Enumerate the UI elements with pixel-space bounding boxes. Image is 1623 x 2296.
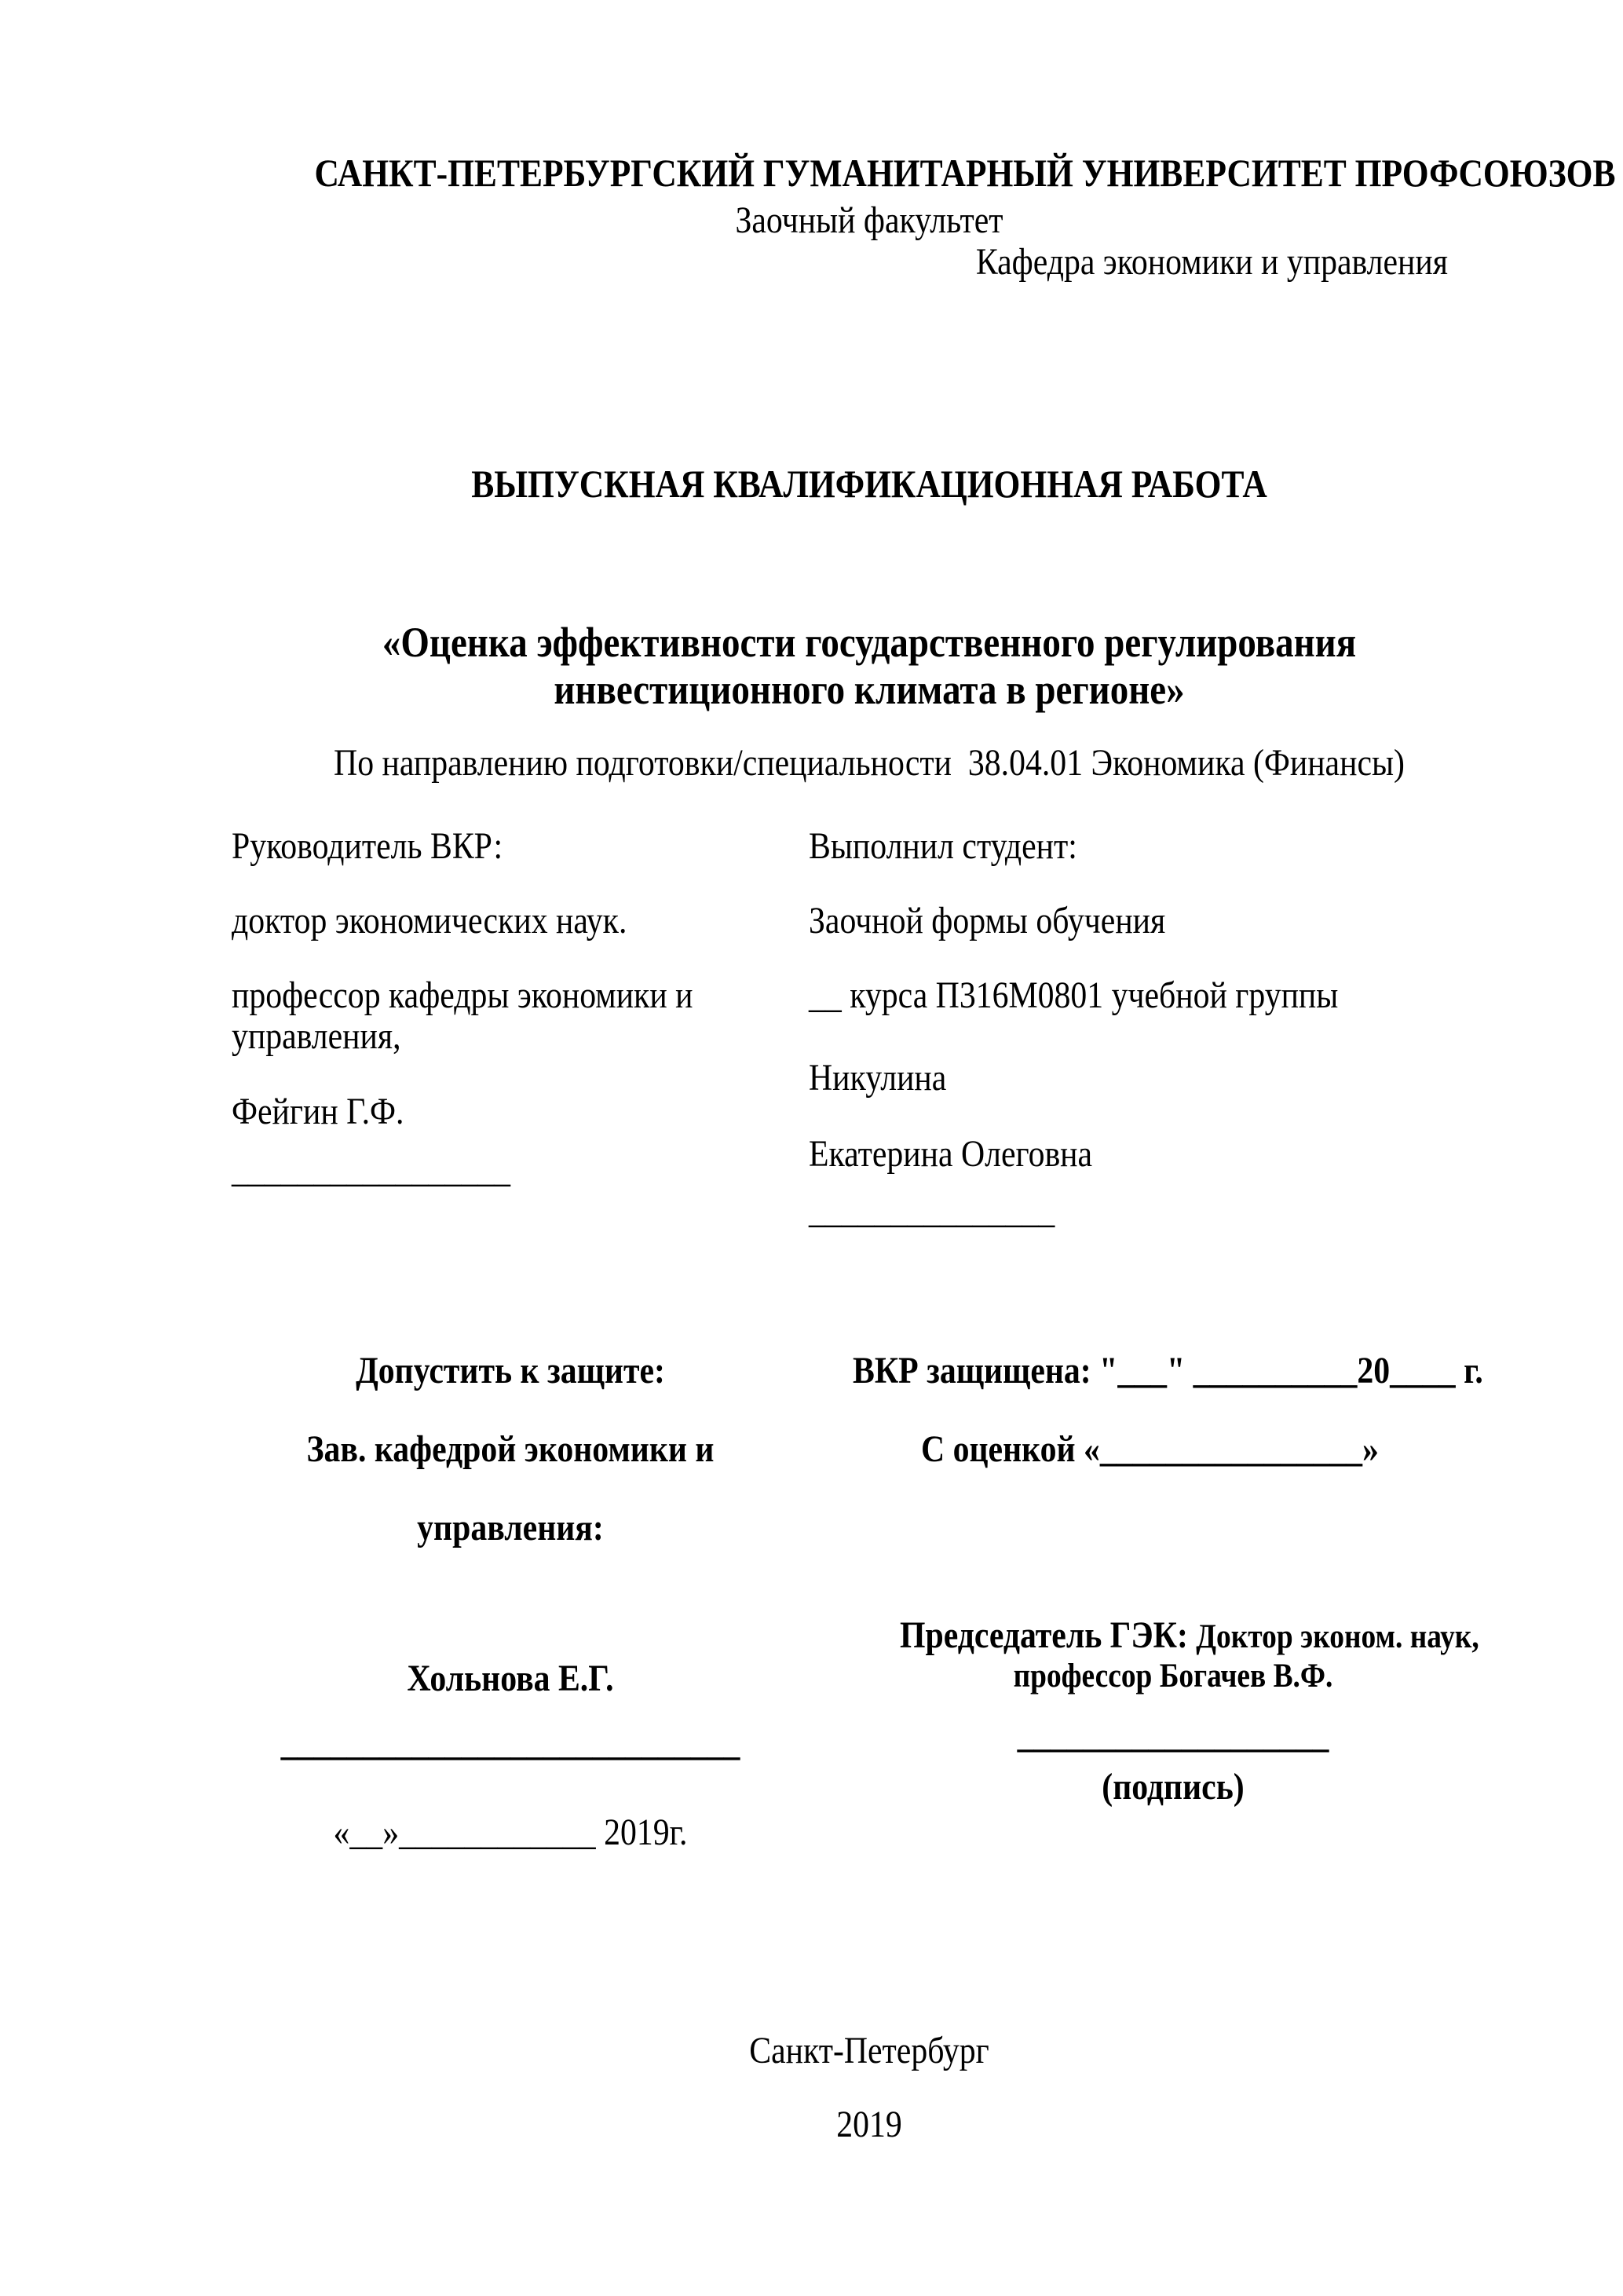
advisor-name: Фейгин Г.Ф. — [232, 1091, 404, 1132]
work-type-heading: ВЫПУСКНАЯ КВАЛИФИКАЦИОННАЯ РАБОТА — [471, 462, 1267, 506]
university-name: САНКТ-ПЕТЕРБУРГСКИЙ ГУМАНИТАРНЫЙ УНИВЕРСИТЕТ ПРОФСОЮЗОВ — [314, 151, 1616, 195]
advisor-position-line1: профессор кафедры экономики и — [232, 974, 693, 1016]
thesis-title-line2: инвестиционного климата в регионе» — [554, 666, 1185, 713]
admission-approver-line2: управления: — [417, 1507, 604, 1548]
defense-defended-line: ВКР защищена: "___" __________20____ г. — [853, 1350, 1483, 1391]
defense-signature-line: ___________________ — [1017, 1714, 1329, 1756]
admission-date-line: «__»____________ 2019г. — [333, 1812, 688, 1853]
faculty-line: Заочный факультет — [735, 199, 1003, 241]
advisor-position-line2: управления, — [232, 1015, 401, 1057]
admission-signature-line: ____________________________ — [280, 1722, 740, 1764]
student-last-name: Никулина — [809, 1057, 947, 1099]
admission-approver-name: Хольнова Е.Г. — [407, 1658, 614, 1699]
defense-signature-caption: (подпись) — [1102, 1766, 1245, 1808]
program-line: По направлению подготовки/специальности 38.04.01 Экономика (Финансы) — [334, 742, 1405, 784]
thesis-title — [315, 619, 1424, 713]
advisor-label: Руководитель ВКР: — [232, 825, 503, 867]
advisor-degree: доктор экономических наук. — [232, 900, 627, 941]
defense-chair-name: профессор Богачев В.Ф. — [1013, 1658, 1333, 1695]
student-group-line: __ курса П316М0801 учебной группы — [809, 974, 1339, 1016]
department-line: Кафедра экономики и управления — [975, 241, 1448, 283]
defense-chair-line1 — [900, 1614, 1479, 1657]
admission-heading: Допустить к защите: — [356, 1350, 665, 1391]
footer-city: Санкт-Петербург — [749, 2030, 989, 2071]
thesis-title-line1: «Оценка эффективности государственного регулирования — [382, 619, 1357, 666]
defense-chair-block — [900, 1614, 1479, 1696]
defense-grade-line: С оценкой «________________» — [921, 1428, 1379, 1470]
student-first-patronymic: Екатерина Олеговна — [809, 1133, 1093, 1175]
footer-year: 2019 — [836, 2104, 902, 2145]
student-signature-line: _______________ — [809, 1190, 1055, 1231]
defense-chair-degree: Доктор эконом. наук, — [1196, 1618, 1479, 1655]
advisor-signature-line: _________________ — [232, 1149, 510, 1190]
admission-approver-line1: Зав. кафедрой экономики и — [306, 1428, 715, 1470]
student-label: Выполнил студент: — [809, 825, 1077, 867]
defense-chair-label: Председатель ГЭК: — [900, 1614, 1197, 1656]
student-study-form: Заочной формы обучения — [809, 900, 1166, 941]
